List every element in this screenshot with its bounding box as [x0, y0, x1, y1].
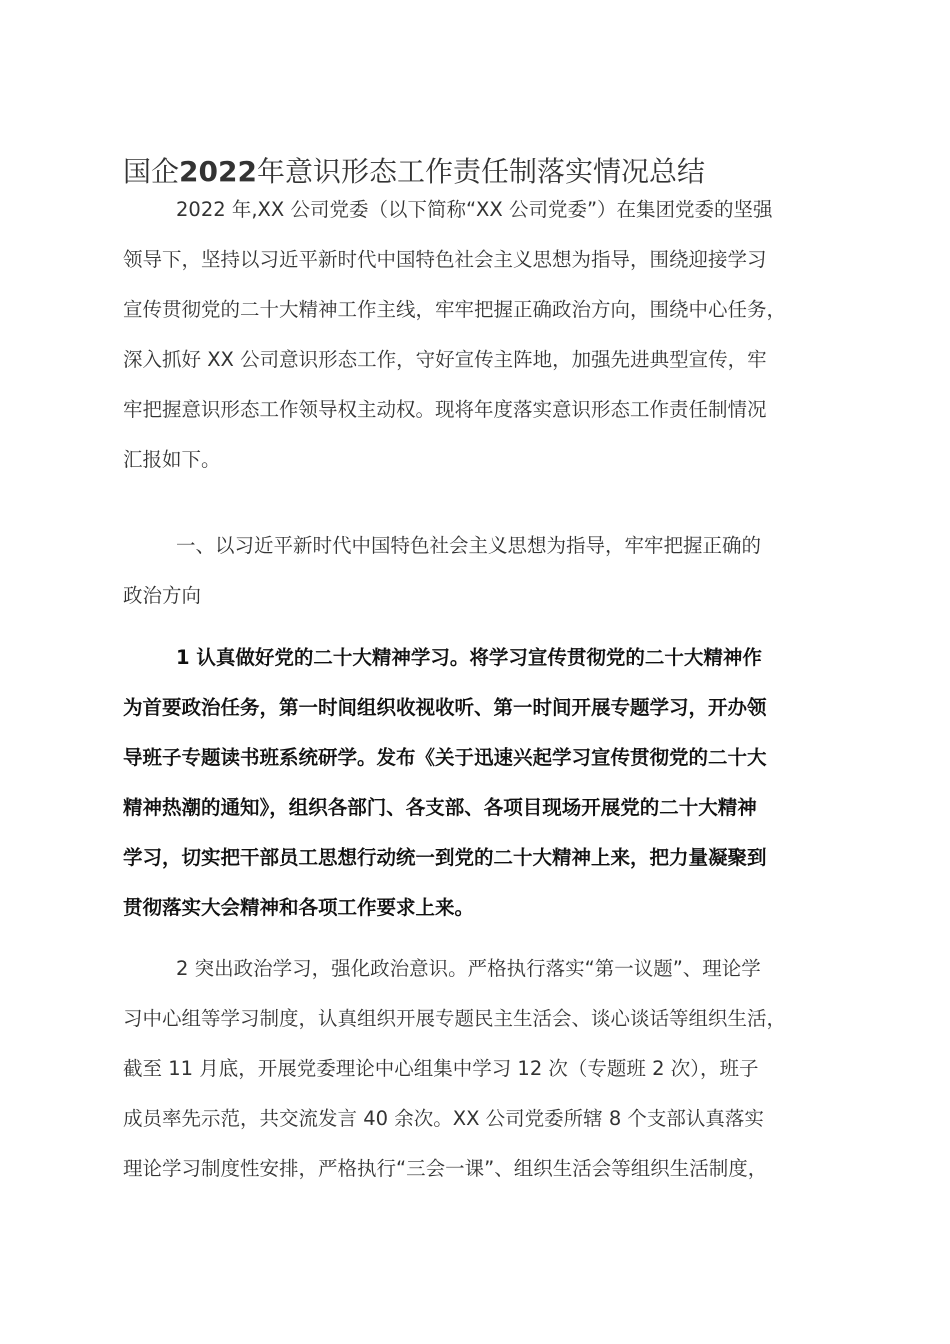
intro-line: 深入抓好 XX 公司意识形态工作，守好宣传主阵地，加强先进典型宣传，牢	[123, 348, 767, 371]
item-1-paragraph	[123, 633, 873, 933]
intro-line: 领导下，坚持以习近平新时代中国特色社会主义思想为指导，围绕迎接学习	[123, 248, 767, 271]
item-2-line: 成员率先示范，共交流发言 40 余次。XX 公司党委所辖 8 个支部认真落实	[123, 1107, 764, 1130]
item-2-line: 截至 11 月底，开展党委理论中心组集中学习 12 次（专题班 2 次），班子	[123, 1057, 759, 1080]
section-heading-line: 政治方向	[123, 584, 202, 607]
title-year: 2022	[179, 155, 257, 188]
item-1-line: 为首要政治任务，第一时间组织收视收听、第一时间开展专题学习，开办领	[123, 696, 767, 719]
item-1-line: 1 认真做好党的二十大精神学习。将学习宣传贯彻党的二十大精神作	[176, 646, 762, 669]
section-heading-1	[123, 521, 873, 621]
item-2-paragraph	[123, 944, 873, 1194]
intro-line: 2022 年,XX 公司党委（以下简称“XX 公司党委”）在集团党委的坚强	[176, 198, 773, 221]
item-2-line: 2 突出政治学习，强化政治意识。严格执行落实“第一议题”、理论学	[176, 957, 761, 980]
intro-line: 宣传贯彻党的二十大精神工作主线，牢牢把握正确政治方向，围绕中心任务，	[123, 298, 787, 321]
item-2-line: 习中心组等学习制度，认真组织开展专题民主生活会、谈心谈话等组织生活，	[123, 1007, 787, 1030]
title-suffix: 年意识形态工作责任制落实情况总结	[256, 155, 705, 188]
item-1-line: 贯彻落实大会精神和各项工作要求上来。	[123, 896, 475, 919]
intro-line: 牢把握意识形态工作领导权主动权。现将年度落实意识形态工作责任制情况	[123, 398, 767, 421]
section-heading-line: 一、以习近平新时代中国特色社会主义思想为指导，牢牢把握正确的	[176, 534, 762, 557]
item-1-line: 学习，切实把干部员工思想行动统一到党的二十大精神上来，把力量凝聚到	[123, 846, 767, 869]
title-prefix: 国企	[123, 155, 180, 188]
item-1-line: 导班子专题读书班系统研学。发布《关于迅速兴起学习宣传贯彻党的二十大	[123, 746, 767, 769]
item-1-line: 精神热潮的通知》，组织各部门、各支部、各项目现场开展党的二十大精神	[123, 796, 757, 819]
item-2-line: 理论学习制度性安排，严格执行“三会一课”、组织生活会等组织生活制度，	[123, 1157, 768, 1180]
intro-line: 汇报如下。	[123, 448, 221, 471]
intro-paragraph	[123, 185, 873, 485]
